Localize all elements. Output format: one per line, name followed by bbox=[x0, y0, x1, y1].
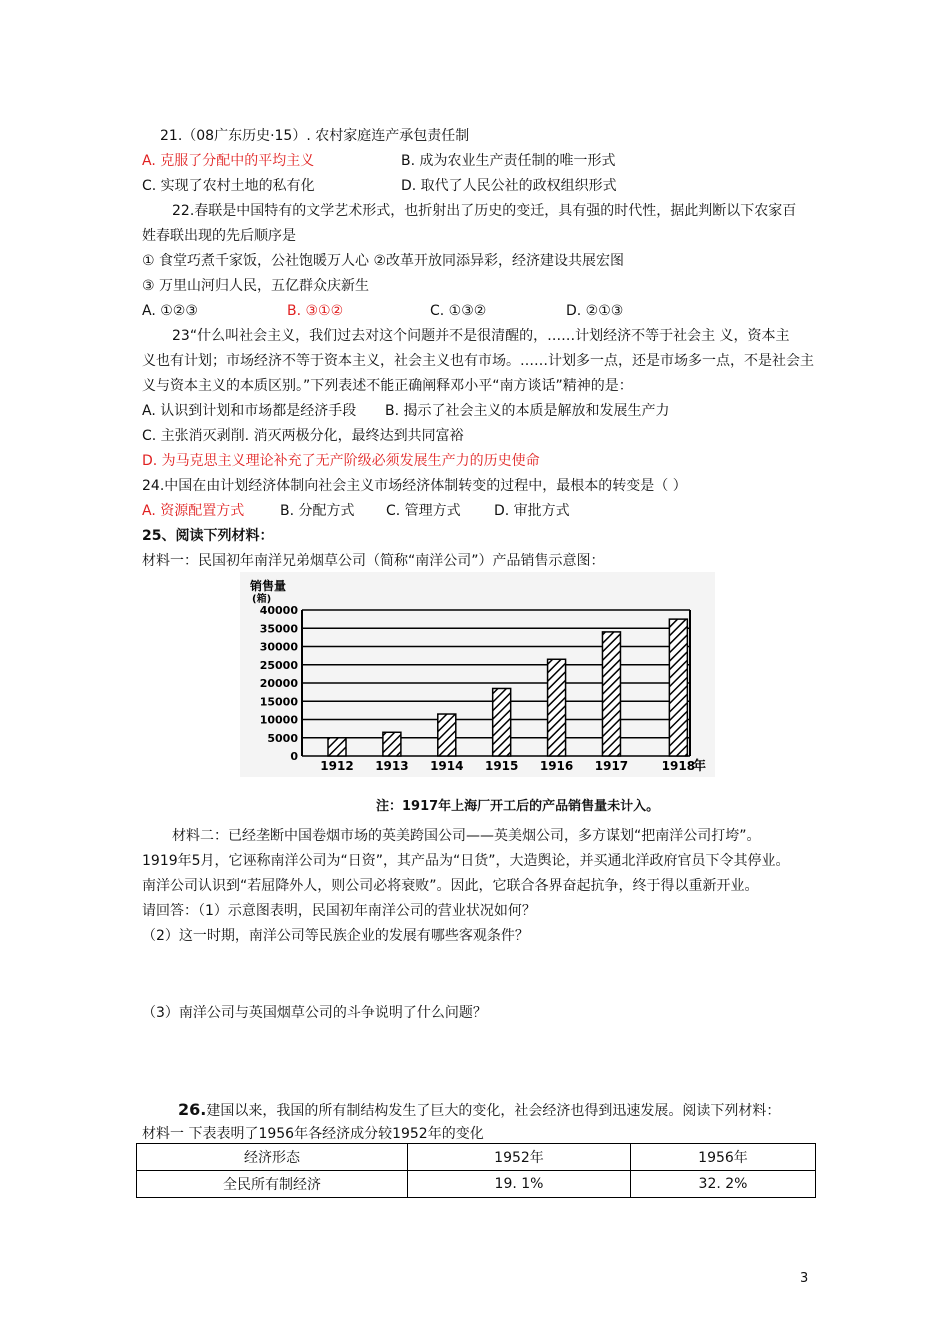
q21-option-d: D. 取代了人民公社的政权组织形式 bbox=[401, 178, 617, 194]
table-header-cell: 1952年 bbox=[408, 1144, 631, 1171]
q22-option-a: A. ①②③ bbox=[142, 303, 198, 319]
bar bbox=[438, 714, 456, 756]
bar bbox=[383, 732, 401, 756]
q23-option-a: A. 认识到计划和市场都是经济手段 bbox=[142, 403, 357, 419]
x-tick-label: 1913 bbox=[375, 759, 409, 773]
q25-ask-3: （3）南洋公司与英国烟草公司的斗争说明了什么问题？ bbox=[142, 1005, 487, 1021]
q24-option-a: A. 资源配置方式 bbox=[142, 503, 245, 519]
q25-material1: 材料一：民国初年南洋兄弟烟草公司（简称“南洋公司”）产品销售示意图： bbox=[142, 553, 605, 569]
x-tick-label: 1917 bbox=[594, 759, 629, 773]
q23-stem-line3: 义与资本主义的本质区别。”下列表述不能正确阐释邓小平“南方谈话”精神的是： bbox=[142, 378, 633, 394]
x-tick-label: 1916 bbox=[539, 759, 574, 773]
q22-stem-line2: 姓春联出现的先后顺序是 bbox=[142, 228, 296, 244]
q22-option-c: C. ①③② bbox=[430, 303, 487, 319]
table-header-row bbox=[137, 1144, 816, 1171]
q25-stem: 25、阅读下列材料： bbox=[142, 528, 274, 544]
q23-stem-line2: 义也有计划；市场经济不等于资本主义，社会主义也有市场。……计划多一点，还是市场多一点，不是社会主 bbox=[142, 353, 814, 369]
q21-stem: 21.（08广东历史·15）. 农村家庭连产承包责任制 bbox=[160, 128, 470, 144]
q23-option-b: B. 揭示了社会主义的本质是解放和发展生产力 bbox=[385, 403, 670, 419]
q25-material2-line2: 1919年5月，它诬称南洋公司为“日资”，其产品为“日货”，大造舆论，并买通北洋政府官员下令其停业。 bbox=[142, 853, 790, 869]
q22-item-1-2: ① 食堂巧煮千家饭，公社饱暖万人心 ②改革开放同添异彩，经济建设共展宏图 bbox=[142, 253, 624, 269]
table-header-cell: 经济形态 bbox=[137, 1144, 408, 1171]
q26-material1: 材料一 下表表明了1956年各经济成分较1952年的变化 bbox=[142, 1126, 484, 1142]
bar bbox=[328, 738, 346, 756]
y-tick-label: 25000 bbox=[259, 658, 298, 672]
x-tick-label: 1915 bbox=[484, 759, 519, 773]
x-tick-label: 1914 bbox=[430, 759, 464, 773]
q25-material2-line1: 材料二：已经垄断中国卷烟市场的英美跨国公司——英美烟公司，多方谋划“把南洋公司打垮”。 bbox=[172, 828, 761, 844]
q24-option-b: B. 分配方式 bbox=[280, 503, 355, 519]
y-tick-label: 5000 bbox=[267, 731, 298, 745]
q23-option-c: C. 主张消灭剥削. 消灭两极分化，最终达到共同富裕 bbox=[142, 428, 464, 444]
chart-note: 注：1917年上海厂开工后的产品销售量未计入。 bbox=[376, 799, 660, 814]
q24-option-c: C. 管理方式 bbox=[386, 503, 461, 519]
q22-option-d: D. ②①③ bbox=[566, 303, 624, 319]
q22-stem-line1: 22.春联是中国特有的文学艺术形式，也折射出了历史的变迁，具有强的时代性，据此判断以下农家百 bbox=[172, 203, 797, 219]
table-header-cell: 1956年 bbox=[631, 1144, 816, 1171]
q22-item-3: ③ 万里山河归人民，五亿群众庆新生 bbox=[142, 278, 370, 294]
bar bbox=[669, 619, 687, 756]
q24-stem: 24.中国在由计划经济体制向社会主义市场经济体制转变的过程中，最根本的转变是（ ） bbox=[142, 478, 687, 494]
y-tick-label: 40000 bbox=[259, 604, 298, 617]
q25-material2-line3: 南洋公司认识到“若屈降外人，则公司必将衰败”。因此，它联合各界奋起抗争，终于得以重新开业。 bbox=[142, 878, 759, 894]
q21-option-c: C. 实现了农村土地的私有化 bbox=[142, 178, 315, 194]
q26-stem-text: 建国以来，我国的所有制结构发生了巨大的变化，社会经济也得到迅速发展。阅读下列材料： bbox=[206, 1103, 781, 1119]
y-tick-label: 20000 bbox=[259, 677, 298, 690]
y-tick-label: 15000 bbox=[259, 695, 298, 709]
y-axis-unit: (箱) bbox=[252, 594, 272, 605]
q23-option-d: D. 为马克思主义理论补充了无产阶级必须发展生产力的历史使命 bbox=[142, 453, 540, 469]
y-tick-label: 35000 bbox=[259, 622, 298, 636]
table-row bbox=[137, 1171, 816, 1198]
page-number: 3 bbox=[800, 1271, 809, 1286]
table-cell: 32. 2% bbox=[631, 1171, 816, 1198]
x-tick-label: 1912 bbox=[320, 759, 354, 773]
q21-option-b: B. 成为农业生产责任制的唯一形式 bbox=[401, 153, 616, 169]
y-axis-title: 销售量 bbox=[250, 579, 287, 593]
y-tick-label: 0 bbox=[290, 750, 298, 763]
q21-option-a: A. 克服了分配中的平均主义 bbox=[142, 153, 315, 169]
economy-table bbox=[136, 1143, 816, 1198]
y-tick-label: 10000 bbox=[259, 713, 298, 727]
q23-stem-line1: 23“什么叫社会主义，我们过去对这个问题并不是很清醒的，……计划经济不等于社会主 义，资本主 bbox=[172, 328, 790, 344]
q26-number: 26. bbox=[178, 1100, 207, 1119]
sales-bar-chart bbox=[240, 572, 715, 777]
q24-option-d: D. 审批方式 bbox=[494, 503, 570, 519]
bar bbox=[548, 659, 566, 756]
q25-ask-1: 请回答：（1）示意图表明，民国初年南洋公司的营业状况如何？ bbox=[142, 903, 536, 919]
table-cell: 19. 1% bbox=[408, 1171, 631, 1198]
x-tick-label: 1918 bbox=[661, 759, 696, 773]
q26-stem bbox=[178, 1100, 780, 1121]
y-tick-label: 30000 bbox=[259, 640, 298, 654]
table-cell: 全民所有制经济 bbox=[137, 1171, 408, 1198]
x-axis-unit: 年 bbox=[692, 759, 706, 774]
q22-option-b: B. ③①② bbox=[287, 303, 344, 319]
bar bbox=[493, 688, 511, 756]
q25-ask-2: （2）这一时期，南洋公司等民族企业的发展有哪些客观条件？ bbox=[142, 928, 529, 944]
chart-background bbox=[240, 572, 715, 777]
bar bbox=[602, 632, 620, 756]
